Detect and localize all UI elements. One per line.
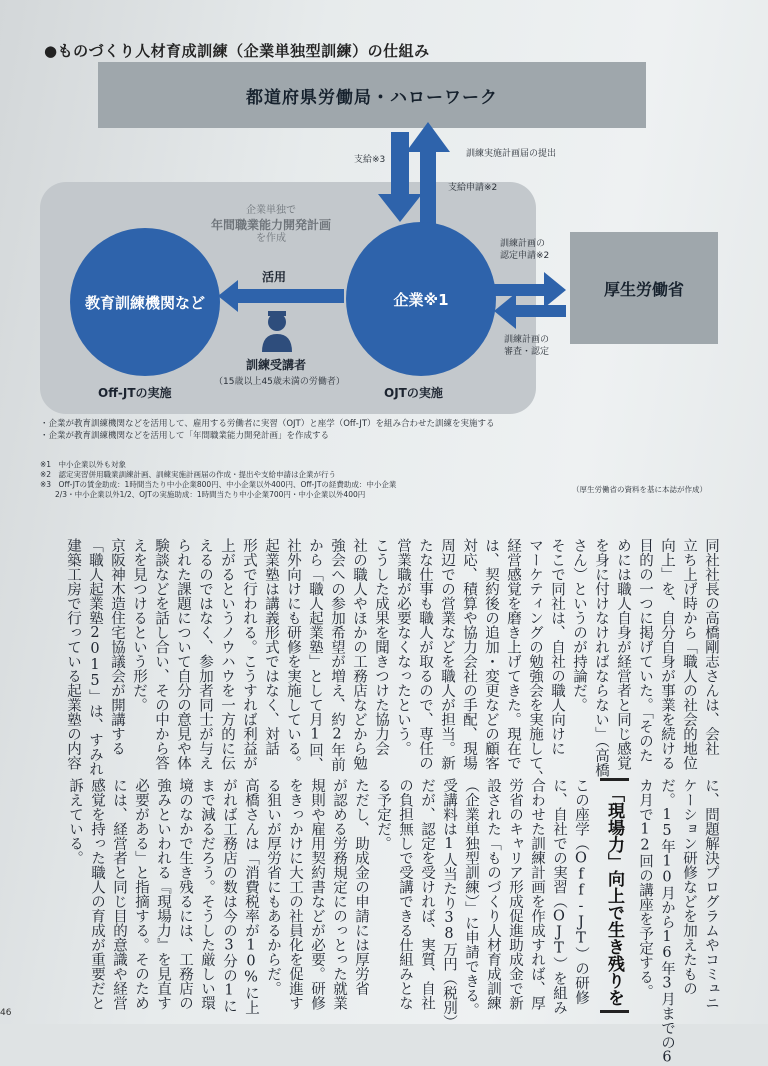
article-line: 受講料は1人当たり38万円（税別） — [441, 778, 457, 1029]
review-approval-label: 訓練計画の 審査・認定 — [504, 335, 550, 357]
page-number: 46 — [0, 1008, 12, 1018]
article-line: 社の職人やほかの工務店などから勉 — [351, 538, 367, 770]
article-line: 験談などを話し合い、その中から答 — [153, 538, 169, 770]
article-line: から「職人起業塾」として月1回、 — [307, 538, 323, 772]
article-line: 周辺での営業などを職人が担当。新 — [439, 538, 455, 770]
article-line: に、問題解決プログラムやコミュニ — [703, 778, 719, 1010]
education-institution-circle — [70, 228, 220, 376]
ojt-label: OJTの実施 — [384, 386, 443, 400]
article-line: 向上」を、自分自身が事業を続ける — [659, 538, 675, 770]
article-line: 必要がある」と指摘する。そのため — [133, 778, 149, 1010]
article-line: マーケティングの勉強会を実施して、 — [527, 538, 543, 785]
article-line: の負担無しで受講できる仕組みとな — [397, 778, 413, 1010]
article-line: 経営感覚を磨き上げてきた。現在で — [505, 538, 521, 770]
article-line: がれば工務店の数は今の3分の1に — [221, 778, 237, 1013]
article-line: には、経営者と同じ目的意識や経営 — [111, 778, 127, 1010]
arrow-up-submission — [406, 122, 450, 228]
article-line: 立ち上げ時から「職人の社会的地位 — [681, 538, 697, 770]
article-line: 訴えている。 — [67, 778, 83, 865]
article-line: が認める労務規定にのっとった就業 — [331, 778, 347, 1010]
article-line: ケーション研修などを加えたもの — [681, 778, 697, 996]
article-line: たな仕事も職人が取るので、専任の — [417, 538, 433, 770]
article-line: 合わせた訓練計画を作成すれば、厚 — [529, 778, 545, 1010]
article-line: だが、認定を受ければ、実質、自社 — [419, 778, 435, 1010]
article-line: をきっかけに大工の社員化を促進す — [287, 778, 303, 1010]
article-line: 社外向けにも研修を実施している。 — [285, 538, 301, 770]
diagram-source: （厚生労働省の資料を基に本誌が作成） — [572, 485, 707, 494]
article-line: えを見つけるという形だ。 — [131, 538, 147, 712]
payment-application-label: 支給申請※2 — [448, 183, 498, 193]
article-line: 上がるというノウハウを一方的に伝 — [219, 538, 235, 770]
article-line: 境のなかで生き残るには、工務店の — [177, 778, 193, 1010]
trainee-age-label: （15歳以上45歳未満の労働者） — [214, 377, 345, 387]
ministry-box — [570, 232, 718, 344]
article-line: 強会への参加希望が増え、約2年前 — [329, 538, 345, 772]
article-line: だ。15年10月から16年3月までの6 — [659, 778, 675, 1066]
article-line: ただし、助成金の申請には厚労省 — [353, 778, 369, 996]
article-line: この座学（Off-JT）の研修 — [573, 778, 589, 1005]
article-line: 起業塾は講義形式ではなく、対話 — [263, 538, 279, 756]
article-line: めには職人自身が経営者と同じ感覚 — [615, 538, 631, 770]
trainee-icon — [262, 311, 292, 352]
annual-plan-note: 企業単独で 年間職業能力開発計画 を作成 — [210, 205, 331, 244]
article-line: 強みといわれる『現場力』を見直す — [155, 778, 171, 1010]
certification-application-label: 訓練計画の 認定申請※2 — [500, 239, 550, 261]
article-line: 感覚を持った職人の育成が重要だと — [89, 778, 105, 1010]
diagram-footnotes: ※1 中小企業以外も対象 ※2 認定実習併用職業訓練計画、訓練実施計画届の作成・提出や支給申請は企業が行う ※3 Off-JTの賃金助成：1時間当たり中小企業800円、中小企業以外400円、Off-JTの経費助成：中小企業 2/3・中小企業以外1/2、OJTの実施助成：1時間当たり中小企業700円・中小企業以外400円 — [40, 460, 397, 499]
article-line: 対応、積算や協力会社の手配、現場 — [461, 538, 477, 770]
company-circle — [346, 222, 496, 376]
article-subheading: 「現場力」向上で生き残りを — [600, 778, 629, 1013]
article-line: 設された「ものづくり人材育成訓練 — [485, 778, 501, 1010]
article-line: まで減るだろう。そうした厳しい環 — [199, 778, 215, 1010]
diagram-notes: ・企業が教育訓練機関などを活用して、雇用する労働者に実習（OJT）と座学（Off-JT）を組み合わせた訓練を実施する ・企業が教育訓練機関などを活用して「年間職業能力開発計画」を作成する — [40, 419, 495, 441]
company-label: 企業※1 — [393, 290, 449, 309]
article-line: られた課題について自分の意見や体 — [175, 538, 191, 770]
article-line: 目的の一つに掲げていた。「そのた — [637, 538, 653, 763]
payment-label: 支給※3 — [354, 155, 386, 165]
article-line: 規則や雇用契約書などが必要。研修 — [309, 778, 325, 1010]
diagram-title: ●ものづくり人材育成訓練（企業単独型訓練）の仕組み — [44, 42, 430, 60]
article-line: さん）というのが持論だ。 — [571, 538, 587, 712]
article-line: る予定だ。 — [375, 778, 391, 851]
article-line: は、契約後の追加・変更などの顧客 — [483, 538, 499, 770]
article-line: そこで同社は、自社の職人向けに — [549, 538, 565, 756]
article-line: （企業単独型訓練）」に申請できる。 — [463, 778, 479, 1018]
article-line: 京阪神木造住宅協議会が開講する — [109, 538, 125, 756]
article-line: る狙いが厚労省にもあるからだ。 — [265, 778, 281, 996]
article-line: 高橋さんは「消費税率が10%に上 — [243, 778, 259, 1015]
article-line: カ月で12回の講座を予定する。 — [637, 778, 653, 999]
article-line: 同社社長の高橋剛志さんは、会社 — [703, 538, 719, 756]
article-line: 営業職が必要なくなったという。 — [395, 538, 411, 756]
article-line: に、自社での実習（OJT）を組み — [551, 778, 567, 1015]
plan-submission-label: 訓練実施計画届の提出 — [466, 149, 557, 159]
article-line: 「職人起業塾2015」は、すみれ — [87, 538, 103, 776]
education-institution-label: 教育訓練機関など — [84, 293, 205, 312]
article-line: 形式で行われる。こうすれば利益が — [241, 538, 257, 770]
article-line: こうした成果を聞きつけた協力会 — [373, 538, 389, 756]
article-line: を身に付けなければならない」（高橋 — [593, 538, 609, 778]
ministry-label: 厚生労働省 — [603, 279, 684, 299]
article-line: 労省のキャリア形成促進助成金で新 — [507, 778, 523, 1010]
trainee-label: 訓練受講者 — [246, 358, 307, 372]
article-line: 建築工房で行っている起業塾の内容 — [65, 538, 81, 770]
article-line: えるのではなく、参加者同士が与え — [197, 538, 213, 770]
off-jt-label: Off-JTの実施 — [98, 386, 172, 400]
top-box-label: 都道府県労働局・ハローワーク — [246, 87, 498, 108]
utilize-label: 活用 — [262, 270, 287, 284]
